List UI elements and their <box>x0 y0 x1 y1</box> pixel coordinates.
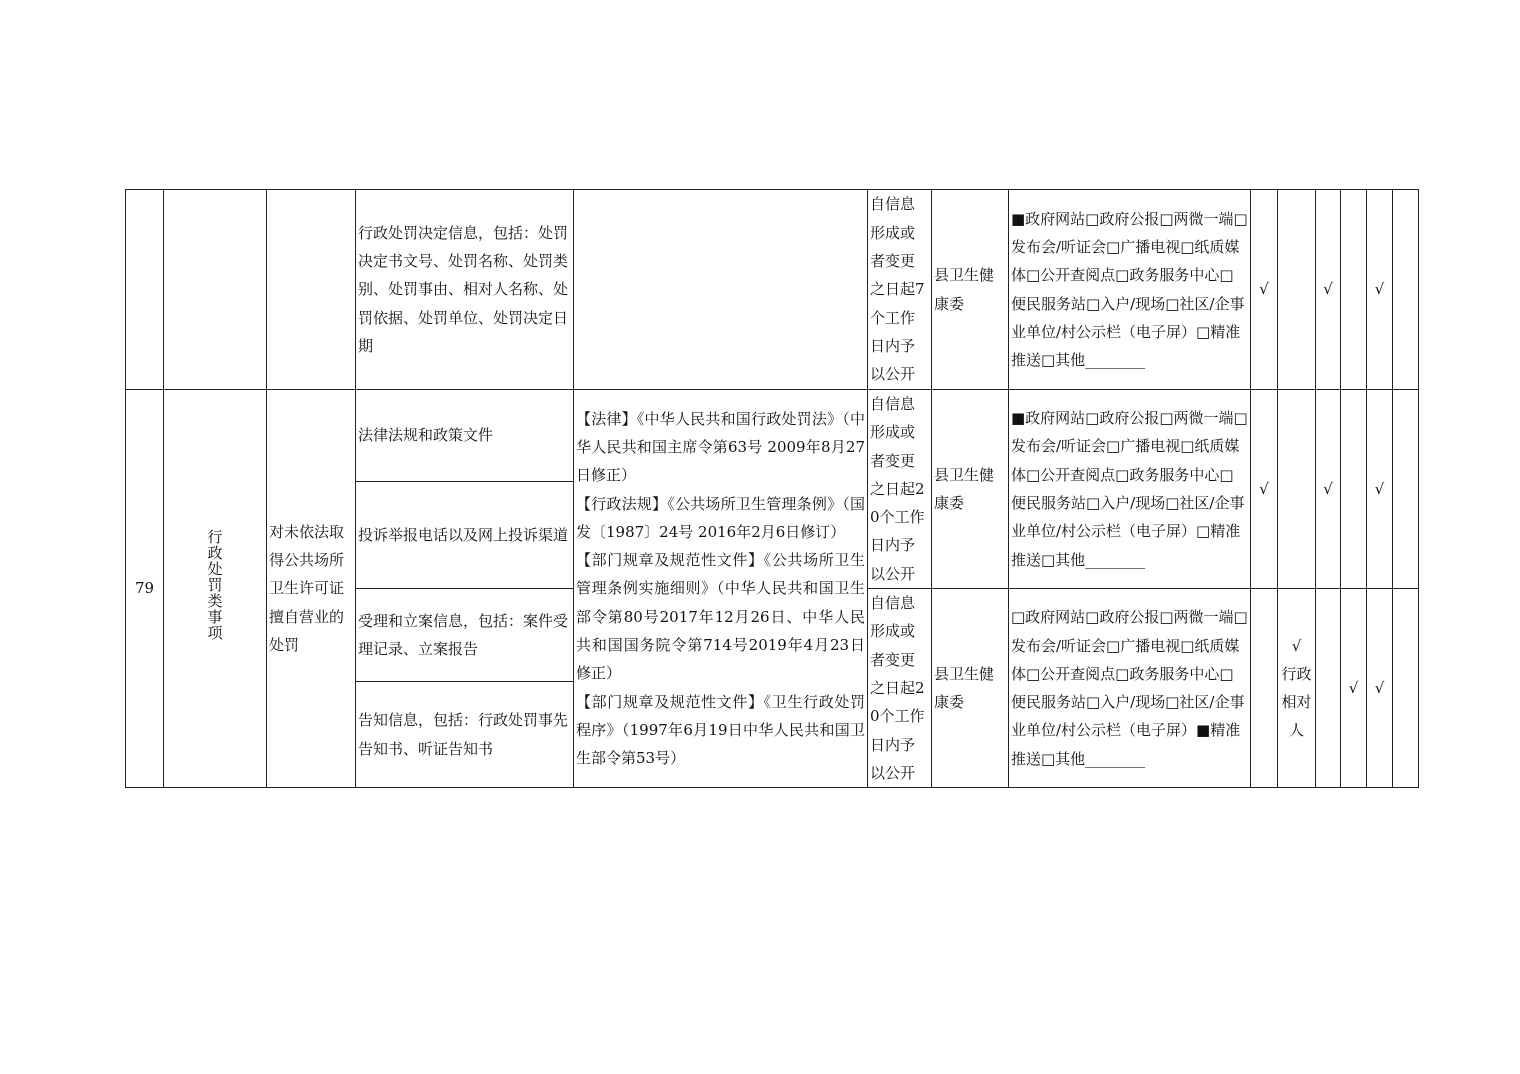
check-cell: √ <box>1367 589 1393 788</box>
check-cell <box>1278 190 1316 390</box>
check-cell <box>1393 589 1419 788</box>
legal-basis-rule-1: 【部门规章及规范性文件】《公共场所卫生管理条例实施细则》（中华人民共和国卫生部令第80号2017年12月26日、中华人民共和国国务院令第714号2019年4月23日修正） <box>576 551 865 683</box>
item-content-cell: 法律法规和政策文件 <box>356 390 574 482</box>
subject-cell: 县卫生健康委 <box>932 589 1009 788</box>
check-cell <box>1278 390 1316 589</box>
legal-basis-rule-2: 【部门规章及规范性文件】《卫生行政处罚程序》（1997年6月19日中华人民共和国卫生部令第53号） <box>576 692 865 768</box>
time-limit-cell: 自信息形成或者变更之日起20个工作日内予以公开 <box>868 589 932 788</box>
legal-basis-cell <box>574 390 868 788</box>
check-note: 行政相对人 <box>1281 664 1312 740</box>
item-content-cell: 受理和立案信息，包括：案件受理记录、立案报告 <box>356 589 574 682</box>
check-cell <box>1341 390 1367 589</box>
check-cell-with-note <box>1278 589 1316 788</box>
check-cell: √ <box>1251 190 1278 390</box>
check-cell <box>1393 390 1419 589</box>
category-label: 行政处罚类事项 <box>207 528 223 643</box>
legal-basis-law: 【法律】《中华人民共和国行政处罚法》（中华人民共和国主席令第63号 2009年8月27日修正） <box>576 409 865 485</box>
subject-cell: 县卫生健康委 <box>932 190 1009 390</box>
item-content-cell: 行政处罚决定信息，包括：处罚决定书文号、处罚名称、处罚类别、处罚事由、相对人名称、处罚依据、处罚单位、处罚决定日期 <box>356 190 574 390</box>
row-number: 79 <box>126 390 164 788</box>
check-cell: √ <box>1251 390 1278 589</box>
subject-cell: 县卫生健康委 <box>932 390 1009 589</box>
item-content-cell: 投诉举报电话以及网上投诉渠道 <box>356 482 574 589</box>
disclosure-table <box>125 189 1419 788</box>
check-cell: √ <box>1316 190 1341 390</box>
check-mark: √ <box>1291 636 1302 655</box>
table-row <box>126 190 1419 390</box>
check-cell <box>1316 589 1341 788</box>
table-row <box>126 390 1419 482</box>
check-cell: √ <box>1367 390 1393 589</box>
check-cell: √ <box>1367 190 1393 390</box>
check-cell <box>1251 589 1278 788</box>
check-cell <box>1341 190 1367 390</box>
time-limit-cell: 自信息形成或者变更之日起20个工作日内予以公开 <box>868 390 932 589</box>
time-limit-cell: 自信息形成或者变更之日起7个工作日内予以公开 <box>868 190 932 390</box>
check-cell: √ <box>1316 390 1341 589</box>
legal-basis-regulation: 【行政法规】《公共场所卫生管理条例》（国发〔1987〕24号 2016年2月6日修订） <box>576 494 865 541</box>
check-cell: √ <box>1341 589 1367 788</box>
item-content-cell: 告知信息，包括：行政处罚事先告知书、听证告知书 <box>356 682 574 788</box>
channels-cell: ■政府网站□政府公报□两微一端□发布会/听证会□广播电视□纸质媒体□公开查阅点□政务服务中心□便民服务站□入户/现场□社区/企事业单位/村公示栏（电子屏）□精准推送□其他________ <box>1009 390 1251 589</box>
channels-cell: □政府网站□政府公报□两微一端□发布会/听证会□广播电视□纸质媒体□公开查阅点□政务服务中心□便民服务站□入户/现场□社区/企事业单位/村公示栏（电子屏）■精准推送□其他________ <box>1009 589 1251 788</box>
number-cell-empty <box>126 190 164 390</box>
matter-cell-empty <box>267 190 356 390</box>
check-cell <box>1393 190 1419 390</box>
legal-basis-cell-empty <box>574 190 868 390</box>
category-cell <box>164 390 267 788</box>
channels-cell: ■政府网站□政府公报□两微一端□发布会/听证会□广播电视□纸质媒体□公开查阅点□政务服务中心□便民服务站□入户/现场□社区/企事业单位/村公示栏（电子屏）□精准推送□其他________ <box>1009 190 1251 390</box>
category-cell-empty <box>164 190 267 390</box>
matter-cell: 对未依法取得公共场所卫生许可证擅自营业的处罚 <box>267 390 356 788</box>
